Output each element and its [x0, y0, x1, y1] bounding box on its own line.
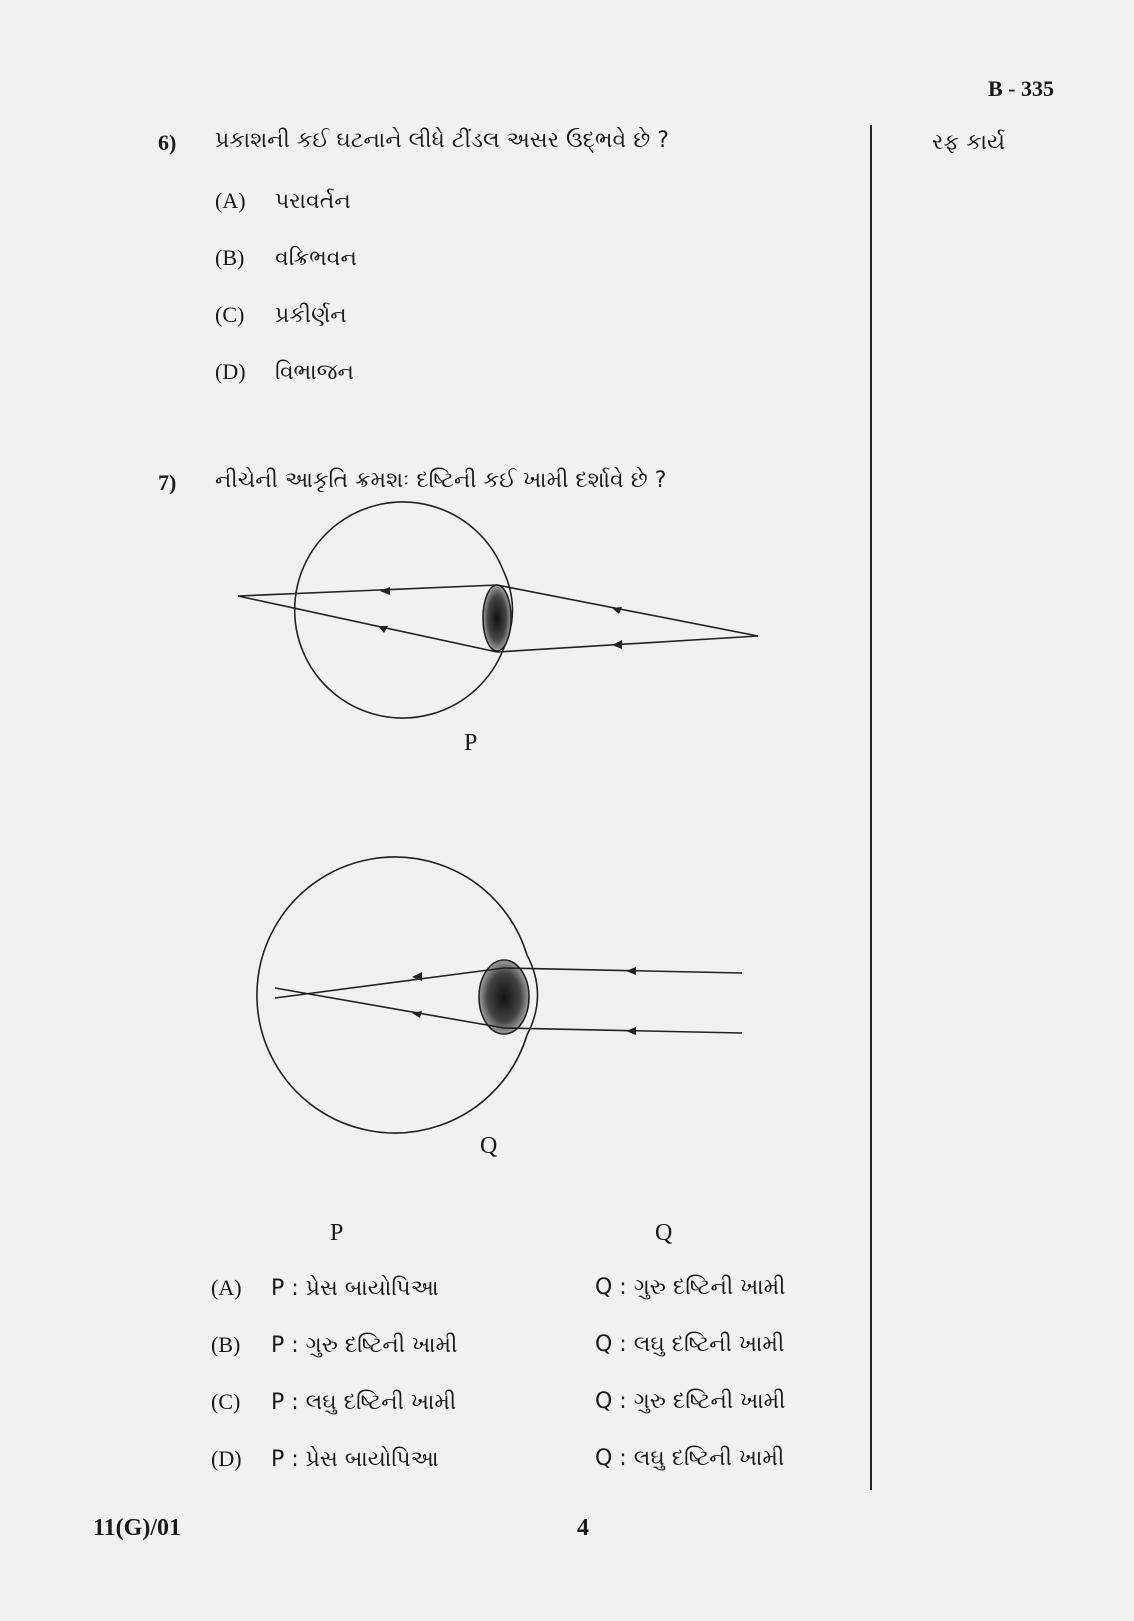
q7-text: નીચેની આકૃતિ ક્રમશઃ દષ્ટિની કઈ ખામી દર્શાવે છે ? — [215, 468, 667, 493]
column-p-heading: P — [330, 1220, 344, 1246]
eye-q-arrow-4 — [626, 1027, 636, 1035]
eye-p-arrow-2 — [378, 626, 388, 633]
q7-option-a-q: Q : ગુરુ દષ્ટિની ખામી — [595, 1275, 786, 1300]
q7-option-c — [211, 1389, 456, 1415]
q6-number: 6) — [158, 130, 177, 155]
footer-paper-code: 11(G)/01 — [93, 1515, 181, 1541]
eye-p-ray-top — [238, 585, 497, 596]
eye-p-ray-top-out — [497, 585, 758, 636]
q7-option-c-letter: (C) — [211, 1389, 241, 1414]
eye-p-ray-bottom-out — [497, 636, 758, 652]
eye-p-arrow-3 — [612, 607, 622, 614]
q7-option-c-q: Q : ગુરુ દષ્ટિની ખામી — [595, 1389, 786, 1414]
eye-diagram-p — [238, 502, 758, 718]
eye-diagram-q — [257, 857, 742, 1133]
eye-p-lens — [483, 585, 511, 651]
figure-p-label: P — [464, 730, 478, 756]
column-q-heading: Q — [655, 1220, 673, 1246]
q7-option-d — [211, 1446, 439, 1472]
eye-p-arrow-1 — [380, 587, 390, 595]
eye-q-ray-top-in — [504, 968, 742, 973]
q7-option-d-q: Q : લઘુ દષ્ટિની ખામી — [595, 1446, 785, 1471]
eye-q-ray-bottom — [275, 988, 504, 1028]
q6-text: પ્રકાશની કઈ ઘટનાને લીધે ટીંડલ અસર ઉદ્ભવે છે ? — [215, 128, 669, 153]
q7-option-b-letter: (B) — [211, 1332, 241, 1357]
q6-option-a-text: પરાવર્તન — [275, 189, 351, 214]
paper-code: B - 335 — [988, 76, 1054, 101]
q6-option-d-letter: (D) — [215, 359, 246, 384]
eye-q-lens — [479, 960, 529, 1034]
rough-work-label: રફ કાર્ય — [932, 130, 1006, 155]
q7-number: 7) — [158, 470, 177, 495]
q6-option-b-text: વક્રિભવન — [275, 246, 357, 271]
q7-option-b — [211, 1332, 457, 1358]
q7-option-a-letter: (A) — [211, 1275, 242, 1300]
q6-option-a-letter: (A) — [215, 188, 246, 213]
q6-option-b-letter: (B) — [215, 245, 245, 270]
q7-option-c-p: P : લઘુ દષ્ટિની ખામી — [271, 1390, 457, 1415]
q7-option-d-letter: (D) — [211, 1446, 242, 1471]
q7-option-d-p: P : પ્રેસ બાયોપિઆ — [271, 1447, 439, 1472]
q7-option-a — [211, 1275, 439, 1301]
q6-option-c-letter: (C) — [215, 302, 245, 327]
eye-p-eyeball — [295, 502, 503, 718]
q6-option-c-text: પ્રકીર્ણન — [275, 303, 347, 328]
q7-option-b-q: Q : લઘુ દષ્ટિની ખામી — [595, 1332, 785, 1357]
q7-option-b-p: P : ગુરુ દષ્ટિની ખામી — [271, 1333, 458, 1358]
figure-q-label: Q — [480, 1133, 498, 1159]
q7-option-a-p: P : પ્રેસ બાયોપિઆ — [271, 1276, 439, 1301]
q6-option-d-text: વિભાજન — [275, 360, 354, 385]
eye-q-arrow-3 — [626, 967, 636, 975]
eye-q-ray-bottom-in — [504, 1028, 742, 1033]
eye-p-arrow-4 — [612, 640, 622, 649]
eye-p-ray-bottom — [238, 596, 497, 652]
footer-page-number: 4 — [577, 1515, 589, 1541]
